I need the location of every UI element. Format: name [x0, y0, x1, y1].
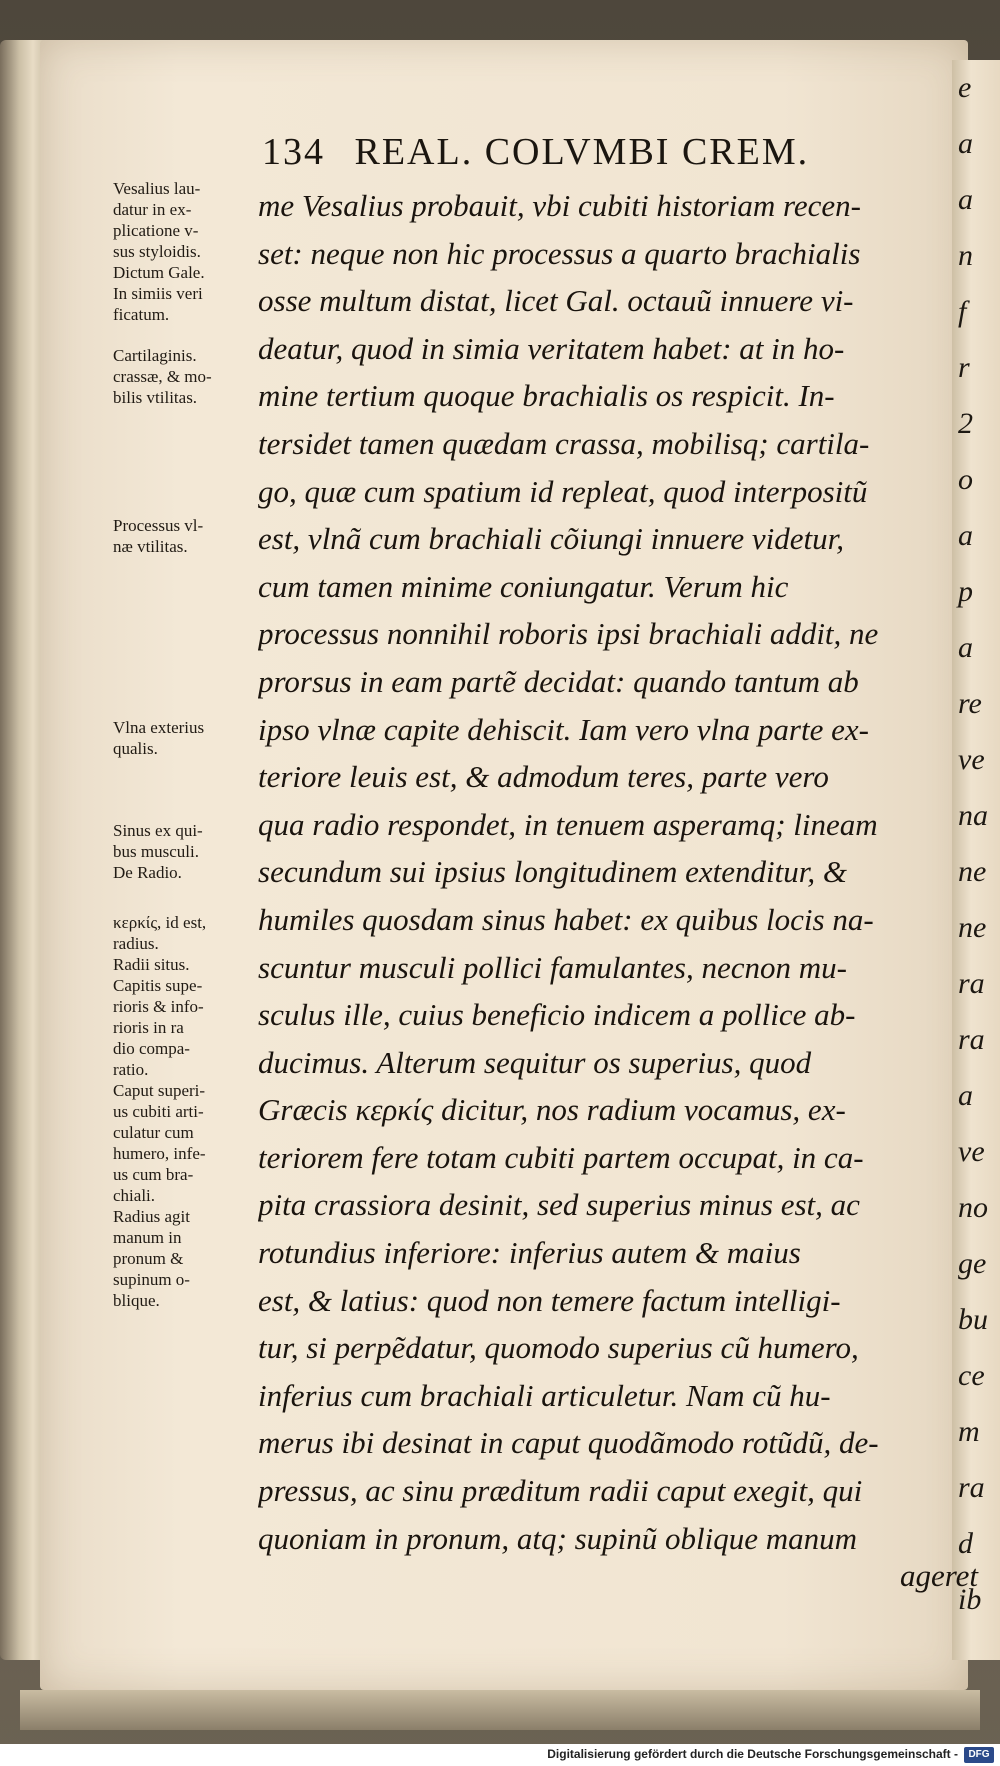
dfg-logo: DFG — [964, 1747, 994, 1763]
text-line: merus ibi desinat in caput quodãmodo rotũdũ, de- — [258, 1425, 879, 1461]
marginal-note-line: Cartilaginis. — [113, 346, 197, 365]
facing-page-fragment: p — [958, 575, 973, 608]
running-title: REAL. COLVMBI CREM. — [354, 131, 810, 173]
text-line: Græcis κερκίς dicitur, nos radium vocamus, ex- — [258, 1092, 846, 1128]
text-line: processus nonnihil roboris ipsi brachiali addit, ne — [258, 616, 879, 652]
marginal-note — [113, 820, 263, 883]
text-line: osse multum distat, licet Gal. octauũ innuere vi- — [258, 283, 854, 319]
marginal-note-line: dio compa- — [113, 1039, 190, 1058]
text-line: teriore leuis est, & admodum teres, parte vero — [258, 759, 829, 795]
facing-page-fragment: bu — [958, 1303, 988, 1336]
marginal-note-line: næ vtilitas. — [113, 537, 188, 556]
facing-page-fragment: a — [958, 183, 973, 216]
text-line: scuntur musculi pollici famulantes, necnon mu- — [258, 949, 847, 985]
text-line: ducimus. Alterum sequitur os superius, quod — [258, 1044, 812, 1080]
facing-page-fragment: no — [958, 1191, 988, 1224]
text-line: prorsus in eam partẽ decidat: quando tantum ab — [258, 663, 859, 699]
marginal-note — [113, 178, 263, 325]
text-line: sculus ille, cuius beneficio indicem a pollice ab- — [258, 997, 856, 1033]
marginal-note-line: rioris & info- — [113, 997, 204, 1016]
text-line: ipso vlnæ capite dehiscit. Iam vero vlna parte ex- — [258, 711, 869, 747]
text-line: deatur, quod in simia veritatem habet: at in ho- — [258, 330, 845, 366]
marginal-note-line: Processus vl- — [113, 516, 204, 535]
text-line: mine tertium quoque brachialis os respicit. In- — [258, 378, 835, 414]
marginal-note-line: supinum o- — [113, 1270, 190, 1289]
page-number: 134 — [262, 131, 325, 173]
facing-page-fragment: d — [958, 1527, 973, 1560]
marginal-note-line: Radius agit — [113, 1207, 190, 1226]
main-text-block — [258, 182, 954, 1562]
text-line: est, vlnã cum brachiali cõiungi innuere videtur, — [258, 521, 845, 557]
text-line: rotundius inferiore: inferius autem & maius — [258, 1235, 801, 1271]
marginal-note — [113, 345, 263, 408]
facing-page-edge — [952, 60, 1000, 1660]
facing-page-fragment: a — [958, 1079, 973, 1112]
marginal-note-line: Capitis supe- — [113, 976, 203, 995]
facing-page-fragment: a — [958, 631, 973, 664]
text-line: qua radio respondet, in tenuem asperamq; lineam — [258, 806, 878, 842]
text-line: set: neque non hic processus a quarto brachialis — [258, 235, 861, 271]
text-line: tersidet tamen quædam crassa, mobilisq; cartila- — [258, 425, 870, 461]
facing-page-fragment: o — [958, 463, 973, 496]
marginal-note-line: manum in — [113, 1228, 182, 1247]
facing-page-fragment: f — [958, 295, 967, 328]
marginal-note-line: De Radio. — [113, 863, 182, 882]
marginal-note — [113, 717, 263, 759]
marginal-note — [113, 515, 263, 557]
text-line: me Vesalius probauit, vbi cubiti historiam recen- — [258, 188, 861, 223]
text-line: humiles quosdam sinus habet: ex quibus locis na- — [258, 901, 874, 937]
marginal-note-line: bus musculi. — [113, 842, 199, 861]
text-line: secundum sui ipsius longitudinem extenditur, & — [258, 854, 847, 890]
facing-page-fragment: ve — [958, 1135, 985, 1168]
text-line: go, quæ cum spatium id repleat, quod interpositũ — [258, 473, 868, 509]
book-bottom-edge — [20, 1690, 980, 1730]
marginal-note-line: Radii situs. — [113, 955, 190, 974]
marginal-note-line: rioris in ra — [113, 1018, 184, 1037]
facing-page-fragment: ce — [958, 1359, 985, 1392]
funding-credit: Digitalisierung gefördert durch die Deutsche Forschungsgemeinschaft - — [547, 1747, 958, 1761]
facing-page-fragment: ve — [958, 743, 985, 776]
catchword: ageret — [900, 1558, 979, 1593]
marginal-note-line: Vlna exterius — [113, 718, 205, 737]
marginal-note-line: Caput superi- — [113, 1081, 206, 1100]
marginal-note-line: humero, infe- — [113, 1144, 206, 1163]
footer-bar — [0, 1744, 1000, 1766]
facing-page-fragment: a — [958, 519, 973, 552]
facing-page-fragment: e — [958, 71, 972, 104]
text-line: tur, si perpẽdatur, quomodo superius cũ humero, — [258, 1330, 859, 1366]
facing-page-fragment: a — [958, 127, 973, 160]
facing-page-fragment: n — [958, 239, 973, 272]
facing-page-fragment: r — [958, 351, 970, 384]
marginal-note-line: culatur cum — [113, 1123, 194, 1142]
marginal-note — [113, 912, 263, 1311]
facing-page-fragment: ne — [958, 855, 987, 888]
marginal-note-line: datur in ex- — [113, 200, 192, 219]
text-line: teriorem fere totam cubiti partem occupat, in ca- — [258, 1139, 864, 1175]
facing-page-fragment: 2 — [958, 407, 973, 440]
running-header — [262, 130, 942, 190]
marginal-note-line: bilis vtilitas. — [113, 388, 198, 407]
facing-page-fragment: ib — [958, 1583, 982, 1616]
text-line: cum tamen minime coniungatur. Verum hic — [258, 568, 789, 604]
facing-page-fragment: ra — [958, 967, 985, 1000]
facing-page-fragment: ne — [958, 911, 987, 944]
marginal-note-line: radius. — [113, 934, 159, 953]
marginal-note-line: κερκίς, id est, — [113, 913, 207, 932]
text-line: pita crassiora desinit, sed superius minus est, ac — [258, 1187, 860, 1223]
facing-page-fragment: ra — [958, 1023, 985, 1056]
marginal-note-line: blique. — [113, 1291, 160, 1310]
marginal-note-line: Vesalius lau- — [113, 179, 201, 198]
facing-page-fragment: ra — [958, 1471, 985, 1504]
facing-page-fragment: na — [958, 799, 988, 832]
marginal-note-line: sus styloidis. — [113, 242, 201, 261]
marginal-note-line: crassæ, & mo- — [113, 367, 212, 386]
marginal-note-line: In simiis veri — [113, 284, 203, 303]
marginal-note-line: Sinus ex qui- — [113, 821, 203, 840]
marginal-note-line: ficatum. — [113, 305, 170, 324]
marginal-note-line: qualis. — [113, 739, 158, 758]
marginal-note-line: plicatione v- — [113, 221, 199, 240]
facing-page-fragment: re — [958, 687, 982, 720]
marginal-note-line: us cum bra- — [113, 1165, 194, 1184]
text-line: pressus, ac sinu præditum radii caput exegit, qui — [258, 1473, 863, 1509]
marginal-note-line: pronum & — [113, 1249, 184, 1268]
marginal-note-line: chiali. — [113, 1186, 156, 1205]
facing-page-fragment: ge — [958, 1247, 987, 1280]
text-line: inferius cum brachiali articuletur. Nam cũ hu- — [258, 1377, 831, 1413]
marginal-note-line: ratio. — [113, 1060, 149, 1079]
text-line: quoniam in pronum, atq; supinũ oblique manum — [258, 1520, 858, 1556]
marginal-note-line: Dictum Gale. — [113, 263, 205, 282]
facing-page-fragment: m — [958, 1415, 980, 1448]
marginal-note-line: us cubiti arti- — [113, 1102, 204, 1121]
text-line: est, & latius: quod non temere factum intelligi- — [258, 1282, 841, 1318]
